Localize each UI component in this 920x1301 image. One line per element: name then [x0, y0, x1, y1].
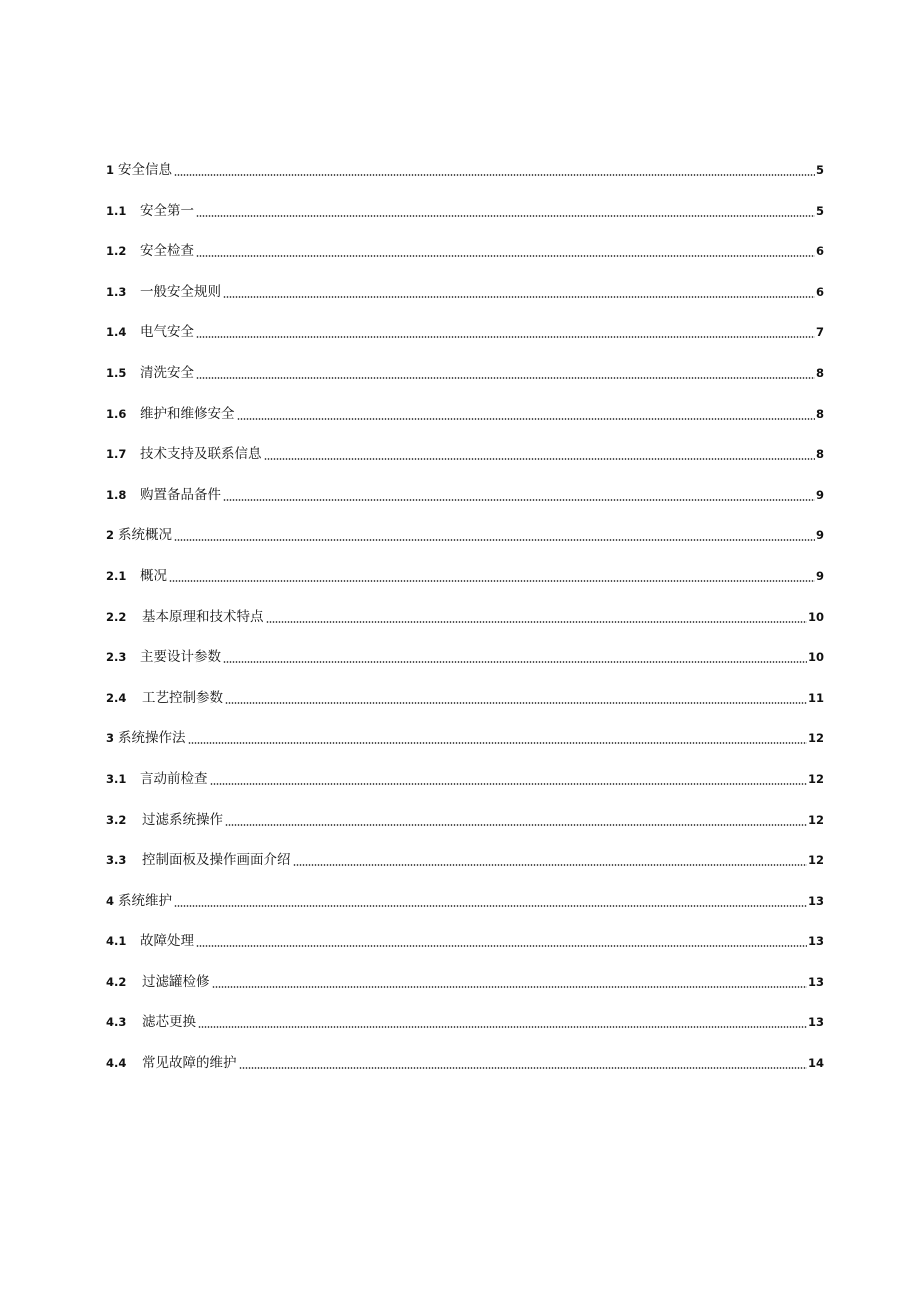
toc-entry-2-1[interactable] [106, 566, 824, 607]
toc-entry-1-5[interactable] [106, 363, 824, 404]
toc-page-number: 7 [815, 325, 824, 340]
toc-entry-3-3[interactable] [106, 850, 824, 891]
toc-page-number: 9 [815, 568, 824, 583]
toc-title: 常见故障的维护 [142, 1055, 237, 1072]
toc-entry-1-1[interactable] [106, 201, 824, 242]
toc-page-number: 12 [807, 853, 824, 868]
dot-leader [169, 580, 815, 582]
toc-number: 1 [106, 163, 115, 177]
toc-entry-1-7[interactable] [106, 444, 824, 485]
toc-title: 滤芯更换 [142, 1014, 196, 1031]
toc-number: 2.2 [106, 609, 127, 624]
toc-number: 2 [106, 528, 115, 543]
toc-title: 系统概况 [118, 527, 173, 544]
toc-title: 清洗安全 [140, 364, 194, 381]
toc-number: 1.4 [106, 325, 127, 340]
dot-leader [174, 174, 815, 176]
toc-entry-1-3[interactable] [106, 282, 824, 323]
toc-entry-3-1[interactable] [106, 769, 824, 810]
toc-page-number: 5 [815, 163, 824, 177]
toc-number: 1.5 [106, 365, 127, 380]
toc-entry-2-2[interactable] [106, 607, 824, 648]
toc-number: 3.3 [106, 853, 127, 868]
toc-page-number: 14 [807, 1056, 824, 1071]
dot-leader [237, 418, 815, 420]
toc-title: 安全检查 [140, 243, 194, 260]
toc-page-number: 10 [807, 650, 824, 665]
dot-leader [293, 864, 807, 866]
toc-number: 1.3 [106, 284, 127, 299]
toc-title: 主要设计参数 [140, 649, 221, 666]
toc-number: 4.1 [106, 934, 127, 949]
toc-number: 1.1 [106, 203, 127, 218]
toc-page-number: 8 [815, 365, 824, 380]
toc-page-number: 9 [815, 528, 824, 543]
toc-page-number: 11 [807, 690, 824, 705]
toc-page-number: 6 [815, 244, 824, 259]
toc-number: 2.3 [106, 650, 127, 665]
dot-leader [212, 986, 807, 988]
toc-number: 3.2 [106, 812, 127, 827]
dot-leader [223, 499, 815, 501]
toc-entry-1-6[interactable] [106, 404, 824, 445]
toc-number: 1.6 [106, 406, 127, 421]
toc-title: 概况 [140, 567, 167, 584]
toc-number: 3 [106, 731, 115, 746]
toc-number: 3.1 [106, 771, 127, 786]
dot-leader [223, 296, 815, 298]
toc-entry-3[interactable] [106, 728, 824, 769]
table-of-contents [106, 160, 824, 1094]
toc-entry-3-2[interactable] [106, 810, 824, 851]
toc-title: 一般安全规则 [140, 283, 221, 300]
dot-leader [225, 702, 807, 704]
toc-number: 4.3 [106, 1015, 127, 1030]
toc-page-number: 12 [807, 731, 824, 746]
toc-page-number: 8 [815, 406, 824, 421]
toc-entry-1-2[interactable] [106, 241, 824, 282]
toc-title: 安全第一 [140, 202, 194, 219]
toc-entry-4-4[interactable] [106, 1053, 824, 1094]
dot-leader [266, 621, 807, 623]
toc-page-number: 13 [807, 974, 824, 989]
dot-leader [198, 1026, 807, 1028]
toc-title: 控制面板及操作画面介绍 [142, 852, 291, 869]
toc-entry-2-3[interactable] [106, 647, 824, 688]
dot-leader [210, 783, 807, 785]
toc-title: 言动前检查 [140, 770, 208, 787]
toc-number: 4.4 [106, 1056, 127, 1071]
toc-entry-1[interactable] [106, 160, 824, 201]
dot-leader [225, 824, 807, 826]
dot-leader [174, 539, 815, 541]
toc-number: 1.8 [106, 487, 127, 502]
toc-number: 1.2 [106, 244, 127, 259]
toc-title: 过滤罐检修 [142, 973, 210, 990]
toc-number: 2.4 [106, 690, 127, 705]
dot-leader [196, 945, 807, 947]
dot-leader [223, 661, 807, 663]
toc-page-number: 5 [815, 203, 824, 218]
dot-leader [239, 1067, 807, 1069]
toc-title: 系统操作法 [118, 730, 186, 747]
toc-entry-4-1[interactable] [106, 931, 824, 972]
toc-page-number: 10 [807, 609, 824, 624]
toc-entry-2-4[interactable] [106, 688, 824, 729]
toc-page-number: 6 [815, 284, 824, 299]
dot-leader [188, 742, 807, 744]
toc-title: 安全信息 [118, 162, 173, 178]
dot-leader [196, 215, 815, 217]
toc-entry-4-2[interactable] [106, 972, 824, 1013]
dot-leader [196, 377, 815, 379]
toc-title: 系统维护 [118, 892, 173, 909]
toc-page-number: 8 [815, 447, 824, 462]
toc-title: 维护和维修安全 [140, 405, 235, 422]
toc-number: 4 [106, 893, 115, 908]
toc-page-number: 12 [807, 771, 824, 786]
toc-number: 1.7 [106, 447, 127, 462]
toc-page-number: 12 [807, 812, 824, 827]
toc-page-number: 13 [807, 934, 824, 949]
toc-title: 技术支持及联系信息 [140, 446, 262, 463]
toc-number: 4.2 [106, 974, 127, 989]
dot-leader [264, 458, 815, 460]
dot-leader [174, 905, 807, 907]
toc-title: 基本原理和技术特点 [142, 608, 264, 625]
toc-page-number: 13 [807, 1015, 824, 1030]
toc-title: 工艺控制参数 [142, 689, 223, 706]
dot-leader [196, 255, 815, 257]
dot-leader [196, 336, 815, 338]
toc-title: 电气安全 [140, 324, 194, 341]
toc-entry-2[interactable] [106, 525, 824, 566]
toc-entry-1-8[interactable] [106, 485, 824, 526]
toc-title: 过滤系统操作 [142, 811, 223, 828]
toc-title: 购置备品备件 [140, 486, 221, 503]
toc-number: 2.1 [106, 568, 127, 583]
toc-entry-1-4[interactable] [106, 322, 824, 363]
toc-entry-4-3[interactable] [106, 1012, 824, 1053]
toc-page-number: 13 [807, 893, 824, 908]
toc-page-number: 9 [815, 487, 824, 502]
toc-entry-4[interactable] [106, 891, 824, 932]
toc-title: 故障处理 [140, 933, 194, 950]
